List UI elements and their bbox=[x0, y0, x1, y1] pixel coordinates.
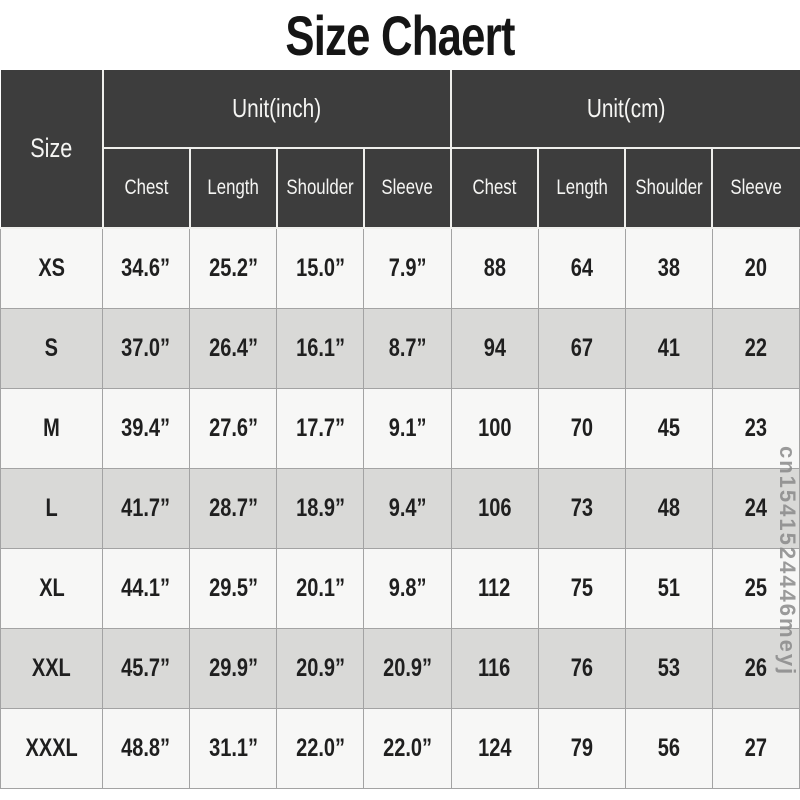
value-cm: 70 bbox=[570, 413, 593, 442]
size-label-cell bbox=[1, 548, 103, 628]
value-inch: 25.2” bbox=[208, 253, 258, 282]
value-cm: 88 bbox=[483, 253, 506, 282]
value-cm-cell bbox=[451, 628, 538, 708]
value-inch: 9.8” bbox=[388, 573, 427, 602]
value-inch-cell bbox=[364, 308, 451, 388]
value-cm-cell bbox=[451, 548, 538, 628]
column-header-length-cm bbox=[538, 148, 625, 228]
value-inch: 9.4” bbox=[388, 493, 427, 522]
size-row-xs bbox=[1, 228, 800, 308]
value-cm-cell bbox=[712, 468, 799, 548]
measurement-header-row bbox=[1, 148, 800, 228]
value-cm: 112 bbox=[478, 573, 511, 602]
value-inch-cell bbox=[190, 468, 277, 548]
column-header-label: Length bbox=[207, 176, 259, 199]
value-cm: 25 bbox=[744, 573, 768, 602]
value-cm: 67 bbox=[570, 333, 593, 362]
size-label: M bbox=[43, 413, 60, 442]
value-cm: 38 bbox=[657, 253, 680, 282]
value-cm: 79 bbox=[570, 733, 593, 762]
column-header-label: Sleeve bbox=[381, 176, 434, 199]
value-cm-cell bbox=[625, 708, 712, 788]
size-label-cell bbox=[1, 628, 103, 708]
value-cm: 23 bbox=[744, 413, 768, 442]
value-cm: 73 bbox=[570, 493, 593, 522]
value-cm: 27 bbox=[744, 733, 768, 762]
column-header-label: Length bbox=[555, 176, 608, 199]
value-cm-cell bbox=[712, 228, 799, 308]
unit-inch-header: Unit(inch) bbox=[103, 70, 452, 148]
size-label: XXL bbox=[32, 653, 71, 682]
value-inch: 29.9” bbox=[208, 653, 258, 682]
value-cm-cell bbox=[625, 228, 712, 308]
size-row-s bbox=[1, 308, 800, 388]
size-label: XL bbox=[38, 573, 65, 602]
value-inch-cell bbox=[364, 468, 451, 548]
column-header-sleeve-inch bbox=[364, 148, 451, 228]
column-header-label: Shoulder bbox=[286, 176, 354, 199]
value-inch-cell bbox=[103, 228, 190, 308]
unit-header-row bbox=[1, 70, 800, 148]
value-inch: 17.7” bbox=[295, 413, 345, 442]
column-header-shoulder-cm bbox=[625, 148, 712, 228]
value-inch: 20.9” bbox=[382, 653, 432, 682]
value-inch: 15.0” bbox=[295, 253, 345, 282]
size-row-xxxl bbox=[1, 708, 800, 788]
value-cm-cell bbox=[538, 388, 625, 468]
value-cm: 94 bbox=[483, 333, 506, 362]
unit-cm-header: Unit(cm) bbox=[451, 70, 800, 148]
value-inch-cell bbox=[190, 308, 277, 388]
value-cm-cell bbox=[538, 308, 625, 388]
value-inch-cell bbox=[103, 308, 190, 388]
value-inch-cell bbox=[277, 468, 364, 548]
value-cm: 124 bbox=[477, 733, 512, 762]
value-cm-cell bbox=[712, 548, 799, 628]
column-header-chest-inch bbox=[103, 148, 190, 228]
value-inch-cell bbox=[364, 228, 451, 308]
page-title bbox=[0, 0, 800, 70]
value-inch-cell bbox=[277, 548, 364, 628]
value-cm: 45 bbox=[657, 413, 680, 442]
column-header-shoulder-inch bbox=[277, 148, 364, 228]
value-cm: 64 bbox=[570, 253, 593, 282]
value-inch-cell bbox=[103, 708, 190, 788]
value-inch-cell bbox=[190, 228, 277, 308]
size-chart-body bbox=[1, 228, 800, 788]
value-cm: 106 bbox=[477, 493, 512, 522]
value-inch: 20.9” bbox=[295, 653, 345, 682]
value-inch: 48.8” bbox=[121, 733, 171, 762]
value-cm: 48 bbox=[657, 493, 680, 522]
value-cm-cell bbox=[451, 228, 538, 308]
value-cm: 51 bbox=[657, 573, 680, 602]
value-cm-cell bbox=[451, 468, 538, 548]
size-label: XXXL bbox=[25, 733, 78, 762]
size-label-cell bbox=[1, 708, 103, 788]
value-inch-cell bbox=[190, 708, 277, 788]
column-header-label: Sleeve bbox=[730, 176, 783, 199]
value-inch: 29.5” bbox=[208, 573, 258, 602]
value-inch-cell bbox=[103, 628, 190, 708]
value-inch-cell bbox=[190, 388, 277, 468]
size-label-cell bbox=[1, 228, 103, 308]
value-inch: 34.6” bbox=[121, 253, 171, 282]
value-cm-cell bbox=[625, 468, 712, 548]
value-inch: 44.1” bbox=[121, 573, 171, 602]
value-inch: 20.1” bbox=[295, 573, 345, 602]
size-row-xxl bbox=[1, 628, 800, 708]
column-header-length-inch bbox=[190, 148, 277, 228]
size-row-m bbox=[1, 388, 800, 468]
value-inch-cell bbox=[277, 228, 364, 308]
size-label-cell bbox=[1, 308, 103, 388]
value-inch: 8.7” bbox=[388, 333, 427, 362]
value-inch: 16.1” bbox=[295, 333, 345, 362]
value-inch: 18.9” bbox=[295, 493, 345, 522]
value-cm-cell bbox=[625, 628, 712, 708]
value-inch-cell bbox=[277, 388, 364, 468]
value-cm: 24 bbox=[744, 493, 768, 522]
value-cm-cell bbox=[538, 228, 625, 308]
value-cm-cell bbox=[712, 628, 799, 708]
value-inch-cell bbox=[190, 548, 277, 628]
value-inch: 31.1” bbox=[208, 733, 258, 762]
value-inch: 41.7” bbox=[121, 493, 171, 522]
value-cm-cell bbox=[538, 548, 625, 628]
value-inch-cell bbox=[277, 628, 364, 708]
size-row-xl bbox=[1, 548, 800, 628]
value-inch: 45.7” bbox=[121, 653, 171, 682]
value-cm-cell bbox=[625, 388, 712, 468]
value-cm: 26 bbox=[744, 653, 768, 682]
value-inch: 22.0” bbox=[382, 733, 432, 762]
value-cm-cell bbox=[712, 708, 799, 788]
column-header-label: Shoulder bbox=[635, 176, 703, 199]
value-inch-cell bbox=[190, 628, 277, 708]
value-cm: 56 bbox=[657, 733, 680, 762]
size-label: L bbox=[45, 493, 58, 522]
size-label-cell bbox=[1, 388, 103, 468]
value-inch-cell bbox=[364, 548, 451, 628]
value-inch: 9.1” bbox=[388, 413, 427, 442]
value-cm-cell bbox=[538, 708, 625, 788]
value-cm: 75 bbox=[570, 573, 593, 602]
value-cm-cell bbox=[451, 708, 538, 788]
value-cm: 116 bbox=[478, 653, 511, 682]
value-inch-cell bbox=[364, 388, 451, 468]
value-cm-cell bbox=[625, 308, 712, 388]
value-cm-cell bbox=[451, 388, 538, 468]
value-inch-cell bbox=[364, 628, 451, 708]
column-header-label: Chest bbox=[472, 176, 517, 199]
page-title-text: Size Chaert bbox=[285, 3, 515, 67]
size-label: S bbox=[44, 333, 59, 362]
size-column-header: Size bbox=[1, 70, 103, 228]
value-cm: 76 bbox=[570, 653, 593, 682]
value-inch: 7.9” bbox=[388, 253, 427, 282]
value-cm: 53 bbox=[657, 653, 680, 682]
column-header-chest-cm bbox=[451, 148, 538, 228]
value-inch: 27.6” bbox=[208, 413, 258, 442]
size-row-l bbox=[1, 468, 800, 548]
value-inch: 22.0” bbox=[295, 733, 345, 762]
value-cm-cell bbox=[712, 308, 799, 388]
value-cm: 100 bbox=[477, 413, 512, 442]
value-cm-cell bbox=[538, 468, 625, 548]
column-header-sleeve-cm bbox=[712, 148, 799, 228]
value-cm: 41 bbox=[657, 333, 680, 362]
value-cm-cell bbox=[451, 308, 538, 388]
size-label: XS bbox=[38, 253, 65, 282]
size-chart-table bbox=[0, 70, 800, 789]
value-inch-cell bbox=[103, 468, 190, 548]
column-header-label: Chest bbox=[124, 176, 168, 199]
value-cm-cell bbox=[625, 548, 712, 628]
value-inch-cell bbox=[364, 708, 451, 788]
value-inch-cell bbox=[277, 708, 364, 788]
value-cm-cell bbox=[712, 388, 799, 468]
size-chart-header bbox=[1, 70, 800, 228]
value-inch: 39.4” bbox=[121, 413, 171, 442]
size-label-cell bbox=[1, 468, 103, 548]
seller-watermark: cn1541524446meyj bbox=[775, 446, 800, 677]
value-inch-cell bbox=[103, 388, 190, 468]
value-cm: 20 bbox=[744, 253, 768, 282]
value-inch-cell bbox=[103, 548, 190, 628]
value-inch: 37.0” bbox=[121, 333, 171, 362]
value-inch: 28.7” bbox=[208, 493, 258, 522]
value-inch: 26.4” bbox=[208, 333, 258, 362]
value-cm: 22 bbox=[744, 333, 768, 362]
value-cm-cell bbox=[538, 628, 625, 708]
value-inch-cell bbox=[277, 308, 364, 388]
